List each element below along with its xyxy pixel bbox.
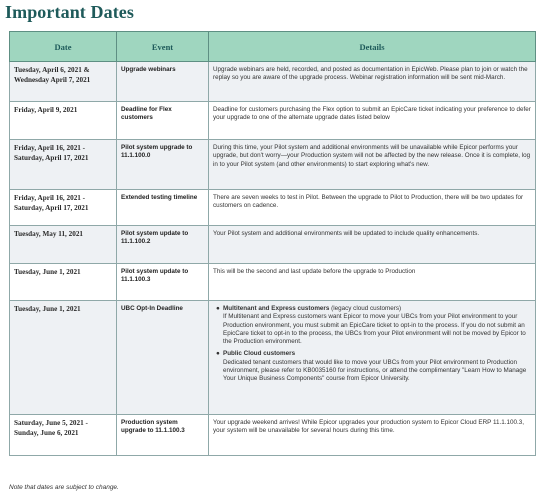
row-event: Pilot system update to 11.1.100.3 [117, 264, 209, 301]
table-row [10, 140, 536, 190]
row-details: Your upgrade weekend arrives! While Epicor upgrades your production system to Epicor Cloud ERP 11.1.100.3, your system will be unavailable for several hours during this time. [209, 415, 536, 456]
row-event: Pilot system update to 11.1.100.2 [117, 226, 209, 264]
table-header-row [10, 32, 536, 62]
row-details: There are seven weeks to test in Pilot. Between the upgrade to Pilot to Production, there will be two updates for customers on cadence. [209, 190, 536, 226]
column-header-event: Event [117, 32, 209, 62]
row-date: Friday, April 16, 2021 - Saturday, April 17, 2021 [10, 190, 117, 226]
list-item [216, 305, 531, 346]
row-event: UBC Opt-In Deadline [117, 301, 209, 415]
row-date: Friday, April 9, 2021 [10, 102, 117, 140]
row-event: Extended testing timeline [117, 190, 209, 226]
table-row [10, 226, 536, 264]
table-row [10, 102, 536, 140]
row-date: Friday, April 16, 2021 - Saturday, April 17, 2021 [10, 140, 117, 190]
row-details: Upgrade webinars are held, recorded, and posted as documentation in EpicWeb. Please plan to join or watch the replay so you are aware of the upgrade process. Webinar registration information will be sent mid-March. [209, 62, 536, 102]
row-details [209, 301, 536, 415]
ubc-bullet-list [213, 305, 531, 384]
row-details: During this time, your Pilot system and additional environments will be unavailable while Epicor performs your upgrade, but don't worry—your Production system will not be affected by the new release. Once it is complete, log in to your Pilot system (and other environments) to start exploring what's new. [209, 140, 536, 190]
row-details: Your Pilot system and additional environments will be updated to include quality enhancements. [209, 226, 536, 264]
bullet-text: Dedicated tenant customers that would like to move your UBCs from your Pilot environment to Production environment, please refer to KB0035160 for instructions, or attend the complimentary "Learn How to Manage Your Unique Business Components" course from Epicor University. [223, 358, 527, 383]
table-row [10, 264, 536, 301]
bullet-title: Multitenant and Express customers [223, 305, 330, 312]
row-event: Upgrade webinars [117, 62, 209, 102]
table-row [10, 190, 536, 226]
row-date: Tuesday, May 11, 2021 [10, 226, 117, 264]
row-date: Saturday, June 5, 2021 - Sunday, June 6, 2021 [10, 415, 117, 456]
row-event: Deadline for Flex customers [117, 102, 209, 140]
bullet-title: Public Cloud customers [223, 350, 296, 358]
bullet-text: If Multitenant and Express customers want Epicor to move your UBCs from your Pilot environment to your Production environment, you must submit an EpicCare ticket to opt-in to the process. If you do not submit an EpicCare ticket to opt-in to the process, the UBCs from your Pilot environment will not be moved by Epicor to the Production environment. [223, 313, 526, 346]
list-item [216, 350, 531, 383]
row-details: This will be the second and last update before the upgrade to Production [209, 264, 536, 301]
bullet-title-suffix: (legacy cloud customers) [329, 305, 402, 312]
bullet-dot-icon: ● [216, 305, 220, 312]
row-event: Pilot system upgrade to 11.1.100.0 [117, 140, 209, 190]
footnote: Note that dates are subject to change. [9, 484, 119, 491]
table-row [10, 301, 536, 415]
table-row [10, 415, 536, 456]
row-event: Production system upgrade to 11.1.100.3 [117, 415, 209, 456]
page-title: Important Dates [5, 2, 134, 22]
row-details: Deadline for customers purchasing the Flex option to submit an EpicCare ticket indicating your preference to defer your upgrade to one of the alternate upgrade dates listed below [209, 102, 536, 140]
column-header-date: Date [10, 32, 117, 62]
row-date: Tuesday, April 6, 2021 & Wednesday April 7, 2021 [10, 62, 117, 102]
column-header-details: Details [209, 32, 536, 62]
table-row [10, 62, 536, 102]
row-date: Tuesday, June 1, 2021 [10, 301, 117, 415]
important-dates-table [9, 31, 536, 456]
bullet-dot-icon: ● [216, 350, 220, 358]
row-date: Tuesday, June 1, 2021 [10, 264, 117, 301]
